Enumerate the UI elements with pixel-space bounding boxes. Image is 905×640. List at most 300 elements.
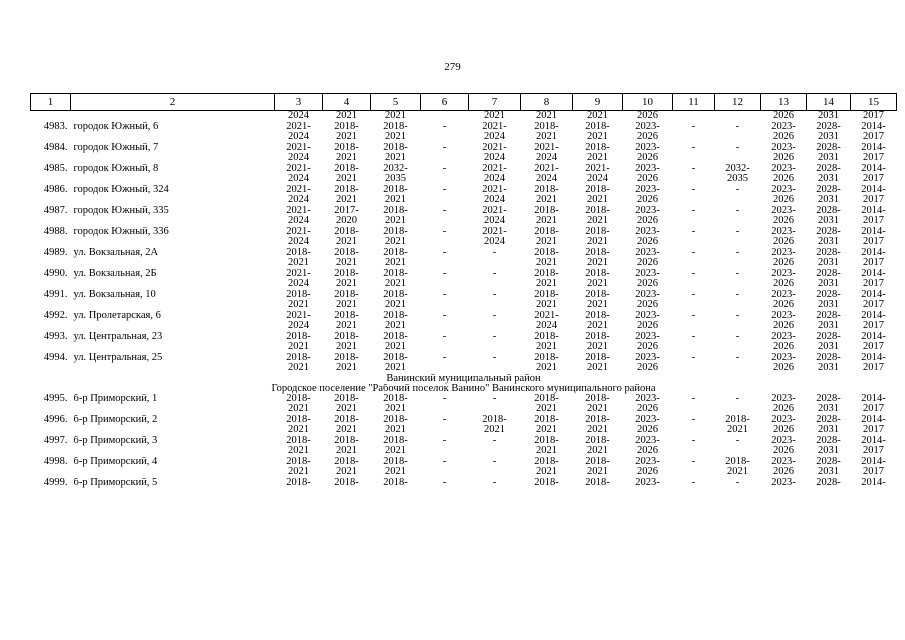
table-cell: 2024 <box>536 321 557 331</box>
table-cell: 2021 <box>385 467 406 477</box>
table-cell: 2018- <box>334 247 359 258</box>
table-cell <box>71 132 275 143</box>
table-cell: 2031 <box>818 342 839 352</box>
table-cell <box>715 237 761 248</box>
table-cell: 2018- <box>383 268 408 279</box>
table-cell: 2026 <box>773 363 794 373</box>
table-cell: 2018- <box>383 331 408 342</box>
table-cell: 2021 <box>336 258 357 268</box>
table-cell: 2017 <box>863 174 884 184</box>
table-cell: 2014- <box>861 435 886 446</box>
column-header: 1 <box>31 94 71 111</box>
table-cell: 2021 <box>587 110 608 121</box>
table-cell: 2021- <box>534 310 559 321</box>
table-cell: 2018- <box>585 456 610 467</box>
table-row <box>31 227 897 238</box>
table-cell: 2023- <box>635 310 660 321</box>
table-cell: 2018- <box>286 331 311 342</box>
row-number: 4984. <box>43 142 68 153</box>
table-row-continuation <box>31 195 897 206</box>
table-cell <box>673 363 715 374</box>
table-cell: - <box>442 435 447 446</box>
table-cell: 2021- <box>286 310 311 321</box>
row-number: 4992. <box>43 310 68 321</box>
table-cell: 2024 <box>288 321 309 331</box>
table-cell: 2018- <box>585 184 610 195</box>
table-cell: 2021 <box>587 300 608 310</box>
table-cell <box>673 279 715 290</box>
table-cell: 2021 <box>385 153 406 163</box>
table-cell: 2021 <box>288 404 309 414</box>
table-cell: 2028- <box>816 205 841 216</box>
table-cell: - <box>691 310 696 321</box>
table-cell: 2028- <box>816 268 841 279</box>
row-address: ул. Вокзальная, 10 <box>73 289 156 300</box>
table-cell: 2021 <box>587 342 608 352</box>
table-cell: 2021- <box>482 205 507 216</box>
table-cell: - <box>442 226 447 237</box>
table-cell: 2024 <box>288 110 309 121</box>
table-cell <box>421 279 469 290</box>
table-cell <box>71 174 275 185</box>
table-row-continuation <box>31 174 897 185</box>
table-cell: 2023- <box>771 205 796 216</box>
table-cell: 2023- <box>771 163 796 174</box>
table-cell: 2018- <box>534 226 559 237</box>
table-cell: 2018- <box>334 393 359 404</box>
table-row <box>31 415 897 426</box>
table-cell: 2024 <box>288 216 309 226</box>
table-cell: 2021- <box>286 184 311 195</box>
table-cell <box>421 111 469 122</box>
table-cell <box>469 404 521 415</box>
table-cell: 2021 <box>385 321 406 331</box>
table-cell: 2021 <box>336 279 357 289</box>
column-header: 10 <box>623 94 673 111</box>
table-cell: - <box>492 289 497 300</box>
table-cell <box>421 342 469 353</box>
table-cell: 2026 <box>773 467 794 477</box>
table-cell: 2021 <box>336 321 357 331</box>
row-address: городок Южный, 7 <box>73 142 159 153</box>
table-cell: 2026 <box>637 195 658 205</box>
table-cell: - <box>691 456 696 467</box>
table-cell <box>71 300 275 311</box>
table-cell: 2017- <box>334 205 359 216</box>
section-title: Ванинский муниципальный район <box>386 373 541 384</box>
table-cell <box>715 216 761 227</box>
table-cell <box>673 258 715 269</box>
table-cell: - <box>691 121 696 132</box>
table-cell: 2021- <box>482 142 507 153</box>
table-cell: 2018- <box>383 205 408 216</box>
table-cell: 2021 <box>536 110 557 121</box>
table-cell: 2021 <box>336 446 357 456</box>
table-cell <box>673 153 715 164</box>
table-cell: 2031 <box>818 279 839 289</box>
table-cell: 2018- <box>334 310 359 321</box>
table-cell: 2026 <box>773 300 794 310</box>
table-cell: 2021- <box>585 163 610 174</box>
table-cell: 2021 <box>336 132 357 142</box>
table-cell: - <box>442 289 447 300</box>
table-cell: 2023- <box>771 414 796 425</box>
table-cell: 2018- <box>585 205 610 216</box>
table-cell <box>421 174 469 185</box>
table-cell: 2018- <box>334 163 359 174</box>
table-cell: 2021 <box>536 279 557 289</box>
table-cell: 2026 <box>637 363 658 373</box>
table-row <box>31 248 897 259</box>
table-row <box>31 122 897 133</box>
table-cell: 2026 <box>637 153 658 163</box>
table-cell: 2018- <box>725 456 750 467</box>
row-address: городок Южный, 8 <box>73 163 159 174</box>
table-cell: 2018- <box>534 205 559 216</box>
table-cell <box>31 300 71 311</box>
table-row-continuation <box>31 153 897 164</box>
table-cell: - <box>442 121 447 132</box>
table-cell: 2023- <box>771 268 796 279</box>
table-cell <box>71 363 275 374</box>
table-cell: 2031 <box>818 216 839 226</box>
table-cell: - <box>691 477 696 488</box>
table-cell: 2026 <box>773 425 794 435</box>
table-cell: 2026 <box>773 404 794 414</box>
table-cell: 2023- <box>635 289 660 300</box>
table-cell: 2018- <box>585 414 610 425</box>
table-cell: 2021 <box>385 300 406 310</box>
table-cell: 2026 <box>637 425 658 435</box>
table-cell <box>421 132 469 143</box>
table-cell: 2018- <box>534 456 559 467</box>
table-cell <box>469 279 521 290</box>
table-cell <box>469 321 521 332</box>
row-address: ул. Центральная, 23 <box>73 331 163 342</box>
table-cell: 2021 <box>587 467 608 477</box>
table-cell: 2018- <box>534 414 559 425</box>
table-cell <box>31 342 71 353</box>
header-row <box>31 94 897 111</box>
table-cell: 2028- <box>816 142 841 153</box>
table-cell: 2021 <box>385 132 406 142</box>
row-number: 4987. <box>43 205 68 216</box>
table-cell: 2021- <box>286 163 311 174</box>
table-cell <box>469 363 521 374</box>
table-cell: 2018- <box>286 352 311 363</box>
table-cell: 2028- <box>816 414 841 425</box>
table-cell: 2018- <box>334 331 359 342</box>
table-cell <box>715 446 761 457</box>
table-cell: 2018- <box>534 352 559 363</box>
table-cell: 2021 <box>587 363 608 373</box>
table-cell: 2021 <box>536 446 557 456</box>
table-cell: 2023- <box>635 226 660 237</box>
table-cell: 2021 <box>385 258 406 268</box>
table-cell <box>469 300 521 311</box>
table-cell: 2018- <box>534 184 559 195</box>
table-cell: 2021 <box>288 425 309 435</box>
table-cell: 2028- <box>816 331 841 342</box>
table-cell: 2031 <box>818 132 839 142</box>
table-cell: 2017 <box>863 279 884 289</box>
table-row <box>31 311 897 322</box>
column-header: 3 <box>275 94 323 111</box>
table-cell: 2023- <box>635 121 660 132</box>
table-cell: 2026 <box>637 467 658 477</box>
table-cell <box>673 195 715 206</box>
table-cell <box>71 237 275 248</box>
table-cell: 2017 <box>863 132 884 142</box>
table-row <box>31 290 897 301</box>
table-cell: 2023- <box>635 352 660 363</box>
table-cell: 2026 <box>773 195 794 205</box>
table-cell: - <box>735 247 740 258</box>
table-cell <box>31 153 71 164</box>
table-cell: 2023- <box>771 142 796 153</box>
table-cell: 2021 <box>385 425 406 435</box>
table-cell <box>31 425 71 436</box>
table-cell <box>673 174 715 185</box>
table-cell: 2026 <box>637 300 658 310</box>
table-cell: 2021 <box>536 216 557 226</box>
table-cell: 2014- <box>861 310 886 321</box>
table-cell <box>673 237 715 248</box>
table-cell <box>31 174 71 185</box>
table-cell <box>31 467 71 478</box>
table-cell: 2023- <box>635 205 660 216</box>
table-cell: 2014- <box>861 184 886 195</box>
table-cell: 2021- <box>286 142 311 153</box>
column-header: 6 <box>421 94 469 111</box>
schedule-table <box>30 93 897 488</box>
table-cell: - <box>735 477 740 488</box>
table-cell: 2018- <box>334 352 359 363</box>
table-cell: 2021 <box>536 425 557 435</box>
table-cell: 2018- <box>334 142 359 153</box>
table-cell: 2023- <box>771 331 796 342</box>
table-cell: 2026 <box>773 216 794 226</box>
table-cell: 2028- <box>816 121 841 132</box>
table-cell: 2014- <box>861 121 886 132</box>
table-cell: 2018- <box>383 435 408 446</box>
table-cell: - <box>492 456 497 467</box>
table-cell <box>71 195 275 206</box>
table-cell: 2021 <box>484 110 505 121</box>
row-address: городок Южный, 324 <box>73 184 169 195</box>
table-cell: 2021 <box>484 425 505 435</box>
table-cell: 2023- <box>771 477 796 488</box>
table-cell <box>421 153 469 164</box>
row-number: 4990. <box>43 268 68 279</box>
table-cell: 2021 <box>587 425 608 435</box>
table-cell: 2018- <box>334 477 359 488</box>
table-cell <box>31 237 71 248</box>
table-row <box>31 164 897 175</box>
table-cell: - <box>691 393 696 404</box>
table-cell: 2026 <box>637 132 658 142</box>
table-cell: 2018- <box>585 310 610 321</box>
table-cell: 2021- <box>482 184 507 195</box>
table-row <box>31 457 897 468</box>
row-number: 4986. <box>43 184 68 195</box>
table-cell: 2018- <box>585 393 610 404</box>
table-row-continuation <box>31 363 897 374</box>
table-cell: 2014- <box>861 247 886 258</box>
table-cell: 2017 <box>863 446 884 456</box>
table-cell: 2028- <box>816 477 841 488</box>
table-cell: 2023- <box>635 163 660 174</box>
table-cell <box>71 216 275 227</box>
row-address: ул. Вокзальная, 2Б <box>73 268 157 279</box>
table-cell: 2021 <box>288 258 309 268</box>
table-cell: 2021 <box>385 216 406 226</box>
table-cell: - <box>442 352 447 363</box>
table-cell: 2024 <box>288 132 309 142</box>
table-cell: 2031 <box>818 404 839 414</box>
table-cell: 2021 <box>587 132 608 142</box>
column-header: 13 <box>761 94 807 111</box>
table-cell: 2014- <box>861 268 886 279</box>
table-cell: 2021 <box>385 446 406 456</box>
table-cell: 2024 <box>536 153 557 163</box>
table-cell: 2021 <box>587 153 608 163</box>
table-cell: 2023- <box>771 310 796 321</box>
table-row-continuation <box>31 258 897 269</box>
table-cell: 2023- <box>771 393 796 404</box>
table-cell <box>421 363 469 374</box>
table-cell: 2021 <box>536 195 557 205</box>
table-row <box>31 394 897 405</box>
table-cell: 2023- <box>635 247 660 258</box>
table-cell: - <box>691 247 696 258</box>
table-cell: 2021- <box>482 163 507 174</box>
table-cell: 2018- <box>383 456 408 467</box>
table-cell: - <box>442 184 447 195</box>
table-cell: 2031 <box>818 425 839 435</box>
column-header: 9 <box>573 94 623 111</box>
table-cell <box>31 258 71 269</box>
table-cell: 2021- <box>534 142 559 153</box>
table-cell: 2021 <box>385 363 406 373</box>
table-cell: 2026 <box>637 342 658 352</box>
table-cell <box>31 195 71 206</box>
table-cell: 2021 <box>336 195 357 205</box>
section-title-row <box>31 374 897 384</box>
table-cell: 2017 <box>863 404 884 414</box>
table-cell: 2018- <box>334 268 359 279</box>
table-cell: 2021 <box>336 153 357 163</box>
table-cell: - <box>735 393 740 404</box>
table-cell: 2021 <box>288 342 309 352</box>
table-cell: 2024 <box>288 195 309 205</box>
table-row <box>31 436 897 447</box>
table-cell: - <box>442 331 447 342</box>
table-cell: 2028- <box>816 247 841 258</box>
table-cell: 2026 <box>637 321 658 331</box>
table-cell: - <box>691 226 696 237</box>
table-cell <box>31 321 71 332</box>
table-cell: 2021 <box>587 195 608 205</box>
table-cell: - <box>735 268 740 279</box>
table-cell: 2031 <box>818 467 839 477</box>
table-cell: 2031 <box>818 321 839 331</box>
table-cell: 2021- <box>286 121 311 132</box>
table-cell: 2028- <box>816 163 841 174</box>
table-row-continuation <box>31 300 897 311</box>
table-cell: - <box>691 268 696 279</box>
table-cell <box>31 279 71 290</box>
row-address: б-р Приморский, 1 <box>73 393 158 404</box>
table-cell <box>715 363 761 374</box>
table-cell: 2026 <box>637 110 658 121</box>
row-address: ул. Центральная, 25 <box>73 352 163 363</box>
table-cell <box>715 342 761 353</box>
table-cell: - <box>691 205 696 216</box>
table-cell: 2026 <box>637 237 658 247</box>
table-cell <box>673 132 715 143</box>
table-cell: 2017 <box>863 195 884 205</box>
table-cell: - <box>735 435 740 446</box>
table-cell: 2018- <box>534 477 559 488</box>
column-header: 8 <box>521 94 573 111</box>
table-cell: 2021 <box>587 258 608 268</box>
table-cell <box>715 321 761 332</box>
table-cell: 2018- <box>585 268 610 279</box>
column-header: 7 <box>469 94 521 111</box>
table-cell: 2028- <box>816 393 841 404</box>
table-cell: 2028- <box>816 289 841 300</box>
table-cell: 2028- <box>816 184 841 195</box>
table-cell: - <box>735 142 740 153</box>
table-cell: 2017 <box>863 300 884 310</box>
table-cell <box>31 363 71 374</box>
table-cell: 2026 <box>773 258 794 268</box>
table-cell: 2028- <box>816 456 841 467</box>
table-cell <box>421 321 469 332</box>
table-cell: 2024 <box>484 153 505 163</box>
table-cell: - <box>691 331 696 342</box>
table-cell: 2024 <box>484 216 505 226</box>
table-cell: - <box>735 205 740 216</box>
table-cell: - <box>735 352 740 363</box>
table-cell: 2018- <box>534 435 559 446</box>
table-cell: 2026 <box>637 404 658 414</box>
row-number: 4995. <box>43 393 68 404</box>
table-cell: 2023- <box>771 289 796 300</box>
table-cell: 2021- <box>482 121 507 132</box>
table-cell: - <box>492 393 497 404</box>
table-cell: 2014- <box>861 142 886 153</box>
table-cell: 2026 <box>773 342 794 352</box>
table-cell <box>673 321 715 332</box>
table-cell: 2031 <box>818 174 839 184</box>
table-cell: 2021- <box>286 226 311 237</box>
table-cell: 2021 <box>536 258 557 268</box>
table-cell: 2018- <box>383 414 408 425</box>
table-row-continuation <box>31 237 897 248</box>
table-cell: - <box>492 268 497 279</box>
table-cell: 2026 <box>637 446 658 456</box>
column-header: 2 <box>71 94 275 111</box>
table-cell <box>673 300 715 311</box>
table-cell: - <box>442 393 447 404</box>
table-cell: 2018- <box>534 247 559 258</box>
table-cell: 2026 <box>637 216 658 226</box>
table-cell: 2021 <box>536 237 557 247</box>
table-cell: 2024 <box>484 237 505 247</box>
table-cell: - <box>442 268 447 279</box>
